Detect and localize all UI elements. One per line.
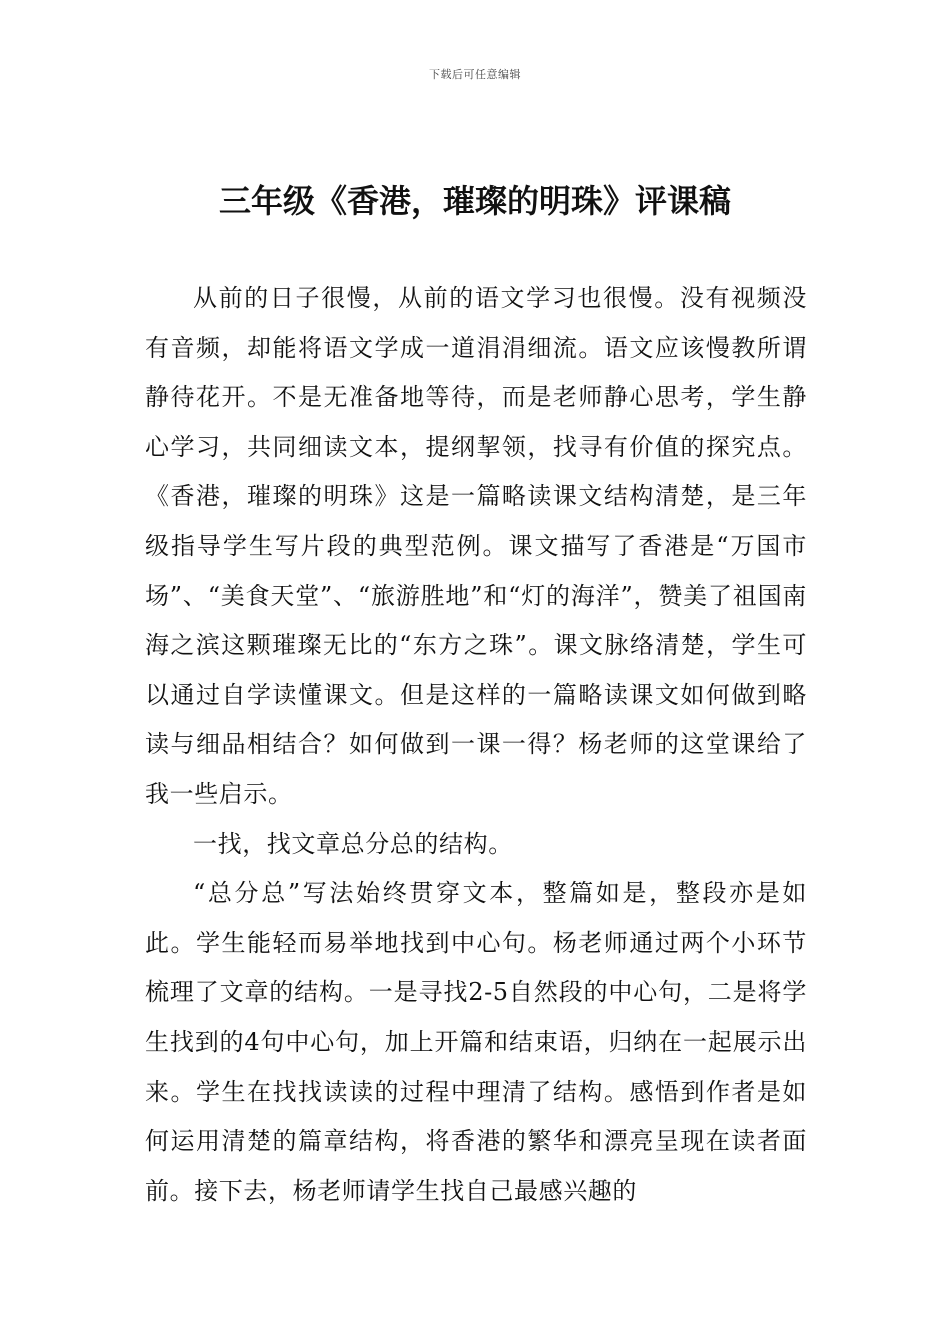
- paragraph-structure: “总分总”写法始终贯穿文本，整篇如是，整段亦是如此。学生能轻而易举地找到中心句。杨老师通过两个小环节梳理了文章的结构。一是寻找2-5自然段的中心句，二是将学生找到的4句中心句，加上开篇和结束语，归纳在一起展示出来。学生在找找读读的过程中理清了结构。感悟到作者是如何运用清楚的篇章结构，将香港的繁华和漂亮呈现在读者面前。接下去，杨老师请学生找自己最感兴趣的: [145, 879, 807, 1205]
- header-note: 下载后可任意编辑: [429, 68, 521, 81]
- paragraph-section-heading: 一找，找文章总分总的结构。: [193, 829, 513, 858]
- document-title: 三年级《香港，璀璨的明珠》评课稿: [218, 182, 731, 220]
- paragraph-intro: 从前的日子很慢，从前的语文学习也很慢。没有视频没有音频，却能将语文学成一道涓涓细流。语文应该慢教所谓静待花开。不是无准备地等待，而是老师静心思考，学生静心学习，共同细读文本，提纲挈领，找寻有价值的探究点。《香港，璀璨的明珠》这是一篇略读课文结构清楚，是三年级指导学生写片段的典型范例。课文描写了香港是“万国市场”、“美食天堂”、“旅游胜地”和“灯的海洋”，赞美了祖国南海之滨这颗璀璨无比的“东方之珠”。课文脉络清楚，学生可以通过自学读懂课文。但是这样的一篇略读课文如何做到略读与细品相结合？如何做到一课一得？杨老师的这堂课给了我一些启示。: [145, 284, 807, 808]
- document-body: [145, 274, 807, 1216]
